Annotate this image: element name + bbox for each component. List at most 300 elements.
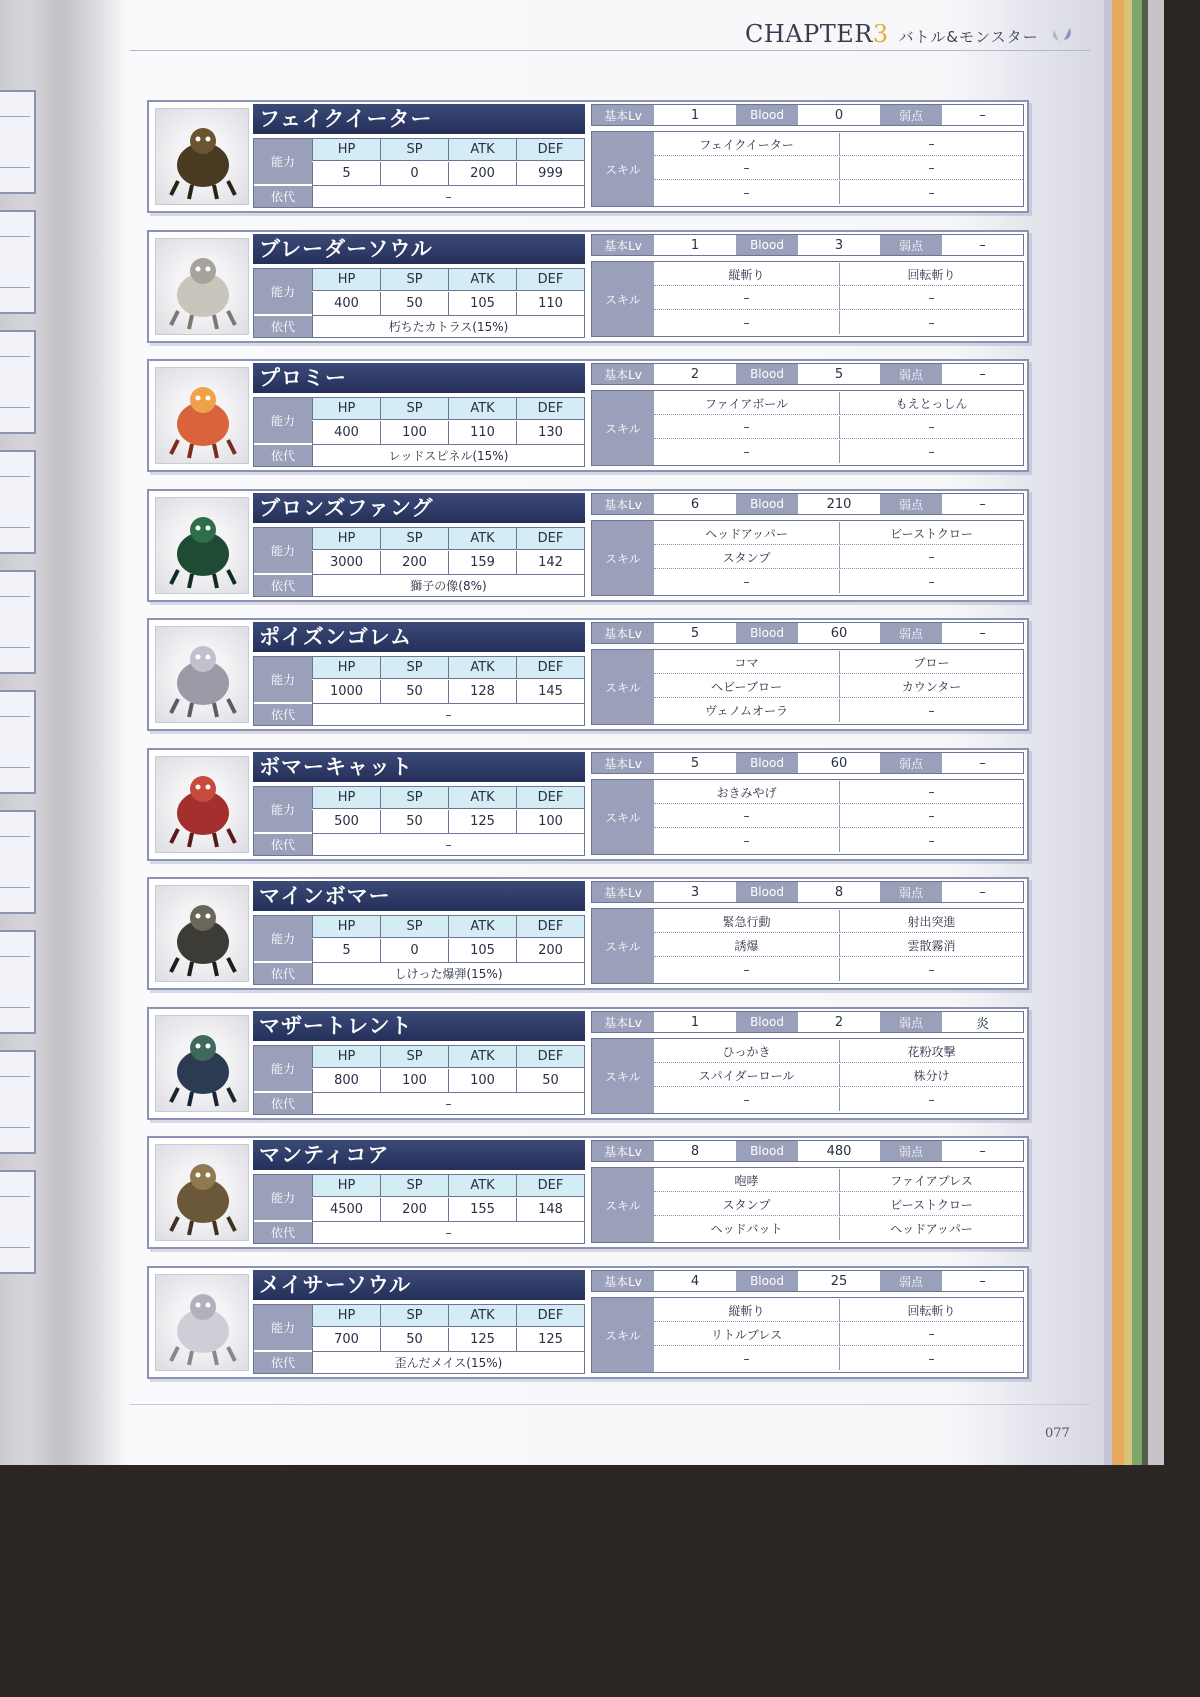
drop-label: 依代 <box>254 575 312 596</box>
def-value: 110 <box>516 292 584 315</box>
blood-label: Blood <box>736 1271 798 1291</box>
mine-bomber-icon <box>156 886 249 982</box>
base-lv-label: 基本Lv <box>592 1141 654 1161</box>
atk-header: ATK <box>448 787 516 809</box>
bomber-cat-icon <box>156 757 249 853</box>
atk-header: ATK <box>448 916 516 938</box>
skill-cell: ひっかき <box>654 1040 840 1063</box>
atk-header: ATK <box>448 1305 516 1327</box>
def-value: 999 <box>516 162 584 185</box>
blood-value: 60 <box>830 755 848 771</box>
skill-cell: – <box>840 287 1023 310</box>
mother-trent-icon <box>156 1016 249 1112</box>
ability-label: 能力 <box>254 528 312 574</box>
base-info-row <box>591 622 1024 644</box>
skill-cell: 誘爆 <box>654 934 840 957</box>
base-lv-value: 8 <box>690 1143 700 1159</box>
skill-cell: – <box>654 805 840 828</box>
skill-cell: 咆哮 <box>654 1169 840 1192</box>
skill-cell: – <box>840 157 1023 180</box>
drop-value: しけった爆弾(15%) <box>312 962 584 984</box>
sp-header: SP <box>380 269 448 291</box>
base-lv-label: 基本Lv <box>592 753 654 773</box>
atk-header: ATK <box>448 1046 516 1068</box>
weakness-value: – <box>979 884 986 900</box>
base-lv-value: 1 <box>690 1014 700 1030</box>
skill-cell: リトルブレス <box>654 1323 840 1346</box>
butterfly-icon <box>1048 24 1074 50</box>
hp-value: 500 <box>312 810 380 833</box>
fake-eater-icon <box>156 109 249 205</box>
hp-value: 5 <box>312 162 380 185</box>
monster-portrait <box>155 1015 249 1112</box>
base-info-row <box>591 363 1024 385</box>
blood-value: 5 <box>834 366 844 382</box>
ability-label: 能力 <box>254 139 312 185</box>
skill-cell: – <box>654 958 840 981</box>
def-header: DEF <box>516 1046 584 1068</box>
skills-table <box>591 908 1024 984</box>
skill-cell: ヘッドアッパー <box>654 522 840 545</box>
atk-value: 100 <box>448 1069 516 1092</box>
monster-portrait <box>155 238 249 335</box>
header-rule <box>130 50 1090 51</box>
skill-cell: スタンプ <box>654 546 840 569</box>
sp-header: SP <box>380 139 448 161</box>
base-lv-value: 6 <box>690 496 700 512</box>
base-info-row <box>591 752 1024 774</box>
atk-header: ATK <box>448 1175 516 1197</box>
chapter-title: バトル&モンスター <box>898 28 1039 46</box>
skill-cell: – <box>840 133 1023 156</box>
skill-cell: カウンター <box>840 675 1023 698</box>
monster-name: ポイズンゴレム <box>253 622 585 652</box>
sp-header: SP <box>380 787 448 809</box>
sp-value: 0 <box>380 162 448 185</box>
def-value: 100 <box>516 810 584 833</box>
base-lv-value: 4 <box>690 1273 700 1289</box>
skill-cell: ビーストクロー <box>840 522 1023 545</box>
atk-value: 125 <box>448 810 516 833</box>
skill-cell: もえとっしん <box>840 392 1023 415</box>
skill-cell: – <box>928 1351 935 1366</box>
sp-value: 50 <box>380 680 448 703</box>
sp-value: 0 <box>380 939 448 962</box>
skill-cell: – <box>928 1092 935 1107</box>
hp-header: HP <box>312 1305 380 1327</box>
sp-header: SP <box>380 1175 448 1197</box>
stats-table <box>253 268 585 338</box>
base-lv-value: 5 <box>690 625 700 641</box>
weakness-value: – <box>979 237 986 253</box>
skill-label: スキル <box>592 1298 654 1372</box>
footer-rule <box>130 1404 1090 1405</box>
ability-label: 能力 <box>254 1046 312 1092</box>
monster-portrait <box>155 885 249 982</box>
sp-value: 50 <box>380 1328 448 1351</box>
skill-cell: スパイダーロール <box>654 1064 840 1087</box>
skills-table <box>591 1038 1024 1114</box>
skill-cell: – <box>654 181 840 204</box>
blood-label: Blood <box>736 882 798 902</box>
hp-header: HP <box>312 139 380 161</box>
monster-entry <box>147 877 1029 990</box>
blood-value: 60 <box>830 625 848 641</box>
skills-table <box>591 1297 1024 1373</box>
skill-cell: 射出突進 <box>840 910 1023 933</box>
monster-name: プロミー <box>253 363 585 393</box>
weakness-value: – <box>979 1273 986 1289</box>
def-header: DEF <box>516 139 584 161</box>
blood-value: 25 <box>830 1273 848 1289</box>
base-info-row <box>591 1140 1024 1162</box>
skill-cell: – <box>840 1323 1023 1346</box>
monster-name: ブレーダーソウル <box>253 234 585 264</box>
skill-label: スキル <box>592 1039 654 1113</box>
skill-cell: – <box>840 781 1023 804</box>
atk-value: 125 <box>448 1328 516 1351</box>
skill-cell: – <box>654 1088 840 1111</box>
def-header: DEF <box>516 1175 584 1197</box>
skill-cell: – <box>928 185 935 200</box>
skill-cell: 雲散霧消 <box>840 934 1023 957</box>
weakness-value: – <box>979 1143 986 1159</box>
blood-value: 210 <box>826 496 852 512</box>
drop-value: – <box>312 833 584 855</box>
weakness-label: 弱点 <box>880 882 942 902</box>
skill-label: スキル <box>592 1168 654 1242</box>
monster-name: マザートレント <box>253 1011 585 1041</box>
skill-cell: – <box>654 1347 840 1370</box>
monster-portrait <box>155 626 249 723</box>
skill-label: スキル <box>592 909 654 983</box>
hp-value: 400 <box>312 292 380 315</box>
blood-label: Blood <box>736 364 798 384</box>
stats-table <box>253 397 585 467</box>
atk-value: 159 <box>448 551 516 574</box>
base-info-row <box>591 493 1024 515</box>
weakness-value: 炎 <box>975 1016 989 1032</box>
blood-label: Blood <box>736 753 798 773</box>
base-lv-label: 基本Lv <box>592 623 654 643</box>
skill-cell: 花粉攻撃 <box>840 1040 1023 1063</box>
skills-table <box>591 1167 1024 1243</box>
atk-header: ATK <box>448 528 516 550</box>
base-lv-value: 1 <box>690 107 700 123</box>
skill-cell: ヘッドバット <box>654 1217 840 1240</box>
monster-entry <box>147 359 1029 472</box>
skills-table <box>591 520 1024 596</box>
hp-value: 4500 <box>312 1198 380 1221</box>
drop-label: 依代 <box>254 316 312 337</box>
weakness-label: 弱点 <box>880 623 942 643</box>
skill-cell: – <box>654 829 840 852</box>
skill-cell: – <box>928 962 935 977</box>
weakness-value: – <box>979 107 986 123</box>
weakness-label: 弱点 <box>880 494 942 514</box>
def-value: 125 <box>516 1328 584 1351</box>
hp-header: HP <box>312 787 380 809</box>
drop-value: 歪んだメイス(15%) <box>312 1351 584 1373</box>
hp-header: HP <box>312 1175 380 1197</box>
skill-cell: ブロー <box>840 651 1023 674</box>
drop-label: 依代 <box>254 1093 312 1114</box>
weakness-label: 弱点 <box>880 235 942 255</box>
hp-header: HP <box>312 528 380 550</box>
monster-entry <box>147 100 1029 213</box>
hp-value: 5 <box>312 939 380 962</box>
monster-entry <box>147 618 1029 731</box>
base-lv-label: 基本Lv <box>592 882 654 902</box>
drop-value: – <box>312 1092 584 1114</box>
weakness-value: – <box>979 366 986 382</box>
skill-cell: – <box>928 444 935 459</box>
monster-portrait <box>155 1144 249 1241</box>
monster-name: ブロンズファング <box>253 493 585 523</box>
weakness-label: 弱点 <box>880 364 942 384</box>
base-lv-value: 2 <box>690 366 700 382</box>
hp-header: HP <box>312 916 380 938</box>
skill-cell: – <box>840 546 1023 569</box>
ability-label: 能力 <box>254 787 312 833</box>
stats-table <box>253 1045 585 1115</box>
hp-value: 1000 <box>312 680 380 703</box>
drop-label: 依代 <box>254 445 312 466</box>
blood-value: 8 <box>834 884 844 900</box>
macer-soul-icon <box>156 1275 249 1371</box>
def-header: DEF <box>516 916 584 938</box>
blood-label: Blood <box>736 1141 798 1161</box>
def-header: DEF <box>516 269 584 291</box>
base-lv-value: 5 <box>690 755 700 771</box>
monster-entry <box>147 748 1029 861</box>
skill-label: スキル <box>592 132 654 206</box>
drop-value: – <box>312 703 584 725</box>
atk-header: ATK <box>448 139 516 161</box>
base-lv-value: 1 <box>690 237 700 253</box>
skill-cell: フェイクイーター <box>654 133 840 156</box>
base-info-row <box>591 881 1024 903</box>
hp-header: HP <box>312 1046 380 1068</box>
skill-label: スキル <box>592 262 654 336</box>
base-lv-label: 基本Lv <box>592 1271 654 1291</box>
skill-cell: 縦斬り <box>654 263 840 286</box>
atk-header: ATK <box>448 269 516 291</box>
weakness-value: – <box>979 496 986 512</box>
drop-value: 朽ちたカトラス(15%) <box>312 315 584 337</box>
base-lv-label: 基本Lv <box>592 235 654 255</box>
sp-header: SP <box>380 528 448 550</box>
monster-entry <box>147 1266 1029 1379</box>
stats-table <box>253 527 585 597</box>
sp-header: SP <box>380 1046 448 1068</box>
skills-table <box>591 390 1024 466</box>
skills-table <box>591 131 1024 207</box>
monster-entry <box>147 1007 1029 1120</box>
monster-name: ボマーキャット <box>253 752 585 782</box>
drop-label: 依代 <box>254 186 312 207</box>
skill-cell: 株分け <box>840 1064 1023 1087</box>
base-info-row <box>591 234 1024 256</box>
atk-value: 155 <box>448 1198 516 1221</box>
skill-cell: – <box>654 311 840 334</box>
weakness-label: 弱点 <box>880 105 942 125</box>
atk-value: 105 <box>448 292 516 315</box>
promy-icon <box>156 368 249 464</box>
monster-portrait <box>155 756 249 853</box>
sp-value: 100 <box>380 421 448 444</box>
def-header: DEF <box>516 787 584 809</box>
skills-table <box>591 261 1024 337</box>
monster-name: マンティコア <box>253 1140 585 1170</box>
weakness-label: 弱点 <box>880 1012 942 1032</box>
manticore-icon <box>156 1145 249 1241</box>
monster-name: フェイクイーター <box>253 104 585 134</box>
def-value: 142 <box>516 551 584 574</box>
atk-value: 128 <box>448 680 516 703</box>
sp-value: 200 <box>380 1198 448 1221</box>
skill-cell: スタンプ <box>654 1193 840 1216</box>
skill-cell: 回転斬り <box>840 263 1023 286</box>
skill-cell: コマ <box>654 651 840 674</box>
skill-cell: – <box>654 157 840 180</box>
monster-entry <box>147 230 1029 343</box>
stats-table <box>253 138 585 208</box>
sp-value: 100 <box>380 1069 448 1092</box>
atk-header: ATK <box>448 657 516 679</box>
skill-cell: – <box>928 703 935 718</box>
sp-header: SP <box>380 398 448 420</box>
page-edge-strips <box>1104 0 1164 1465</box>
stats-table <box>253 1174 585 1244</box>
hp-value: 400 <box>312 421 380 444</box>
skill-cell: – <box>928 833 935 848</box>
def-header: DEF <box>516 398 584 420</box>
blood-value: 0 <box>834 107 844 123</box>
hp-value: 700 <box>312 1328 380 1351</box>
base-lv-label: 基本Lv <box>592 105 654 125</box>
skill-cell: – <box>928 315 935 330</box>
base-lv-label: 基本Lv <box>592 1012 654 1032</box>
atk-value: 110 <box>448 421 516 444</box>
ability-label: 能力 <box>254 1305 312 1351</box>
ability-label: 能力 <box>254 269 312 315</box>
bronze-fang-icon <box>156 498 249 594</box>
hp-header: HP <box>312 269 380 291</box>
skill-cell: ヘッドアッパー <box>890 1222 973 1236</box>
drop-label: 依代 <box>254 963 312 984</box>
skill-cell: ヴェノムオーラ <box>654 699 840 722</box>
atk-value: 200 <box>448 162 516 185</box>
def-value: 200 <box>516 939 584 962</box>
skill-cell: ファイアボール <box>654 392 840 415</box>
hp-header: HP <box>312 657 380 679</box>
blood-label: Blood <box>736 494 798 514</box>
monster-entry <box>147 489 1029 602</box>
blood-label: Blood <box>736 235 798 255</box>
skill-cell: – <box>654 287 840 310</box>
skill-cell: ヘビーブロー <box>654 675 840 698</box>
blood-value: 480 <box>826 1143 852 1159</box>
monster-portrait <box>155 367 249 464</box>
stats-table <box>253 786 585 856</box>
skill-label: スキル <box>592 521 654 595</box>
monster-name: マインボマー <box>253 881 585 911</box>
ability-label: 能力 <box>254 916 312 962</box>
skill-cell: 縦斬り <box>654 1299 840 1322</box>
hp-value: 3000 <box>312 551 380 574</box>
drop-value: – <box>312 185 584 207</box>
skill-cell: ファイアブレス <box>840 1169 1023 1192</box>
monster-entry <box>147 1136 1029 1249</box>
ability-label: 能力 <box>254 657 312 703</box>
skill-cell: – <box>654 416 840 439</box>
skill-cell: – <box>840 805 1023 828</box>
skill-label: スキル <box>592 650 654 724</box>
monster-portrait <box>155 497 249 594</box>
skill-cell: – <box>840 416 1023 439</box>
skill-cell: ビーストクロー <box>840 1193 1023 1216</box>
blood-label: Blood <box>736 105 798 125</box>
drop-value: レッドスピネル(15%) <box>312 444 584 466</box>
blood-label: Blood <box>736 623 798 643</box>
def-value: 148 <box>516 1198 584 1221</box>
base-lv-label: 基本Lv <box>592 364 654 384</box>
stats-table <box>253 915 585 985</box>
skill-cell: 緊急行動 <box>654 910 840 933</box>
ability-label: 能力 <box>254 398 312 444</box>
skill-cell: – <box>654 440 840 463</box>
sp-value: 50 <box>380 292 448 315</box>
atk-header: ATK <box>448 398 516 420</box>
drop-value: 獅子の像(8%) <box>312 574 584 596</box>
monster-portrait <box>155 108 249 205</box>
drop-label: 依代 <box>254 704 312 725</box>
skill-label: スキル <box>592 391 654 465</box>
def-value: 145 <box>516 680 584 703</box>
blader-soul-icon <box>156 239 249 335</box>
base-info-row <box>591 1011 1024 1033</box>
weakness-value: – <box>979 625 986 641</box>
page-number: 077 <box>1045 1426 1070 1441</box>
skills-table <box>591 649 1024 725</box>
blood-value: 2 <box>834 1014 844 1030</box>
sp-header: SP <box>380 1305 448 1327</box>
sp-value: 50 <box>380 810 448 833</box>
blood-label: Blood <box>736 1012 798 1032</box>
base-info-row <box>591 1270 1024 1292</box>
drop-value: – <box>312 1221 584 1243</box>
monster-name: メイサーソウル <box>253 1270 585 1300</box>
skill-cell: – <box>654 570 840 593</box>
sp-header: SP <box>380 916 448 938</box>
def-header: DEF <box>516 1305 584 1327</box>
drop-label: 依代 <box>254 1222 312 1243</box>
weakness-value: – <box>979 755 986 771</box>
poison-golem-icon <box>156 627 249 723</box>
skill-cell: – <box>928 574 935 589</box>
stats-table <box>253 656 585 726</box>
base-lv-value: 3 <box>690 884 700 900</box>
sp-value: 200 <box>380 551 448 574</box>
skill-cell: おきみやげ <box>654 781 840 804</box>
def-header: DEF <box>516 657 584 679</box>
hp-value: 800 <box>312 1069 380 1092</box>
def-header: DEF <box>516 528 584 550</box>
skill-label: スキル <box>592 780 654 854</box>
def-value: 130 <box>516 421 584 444</box>
def-value: 50 <box>516 1069 584 1092</box>
